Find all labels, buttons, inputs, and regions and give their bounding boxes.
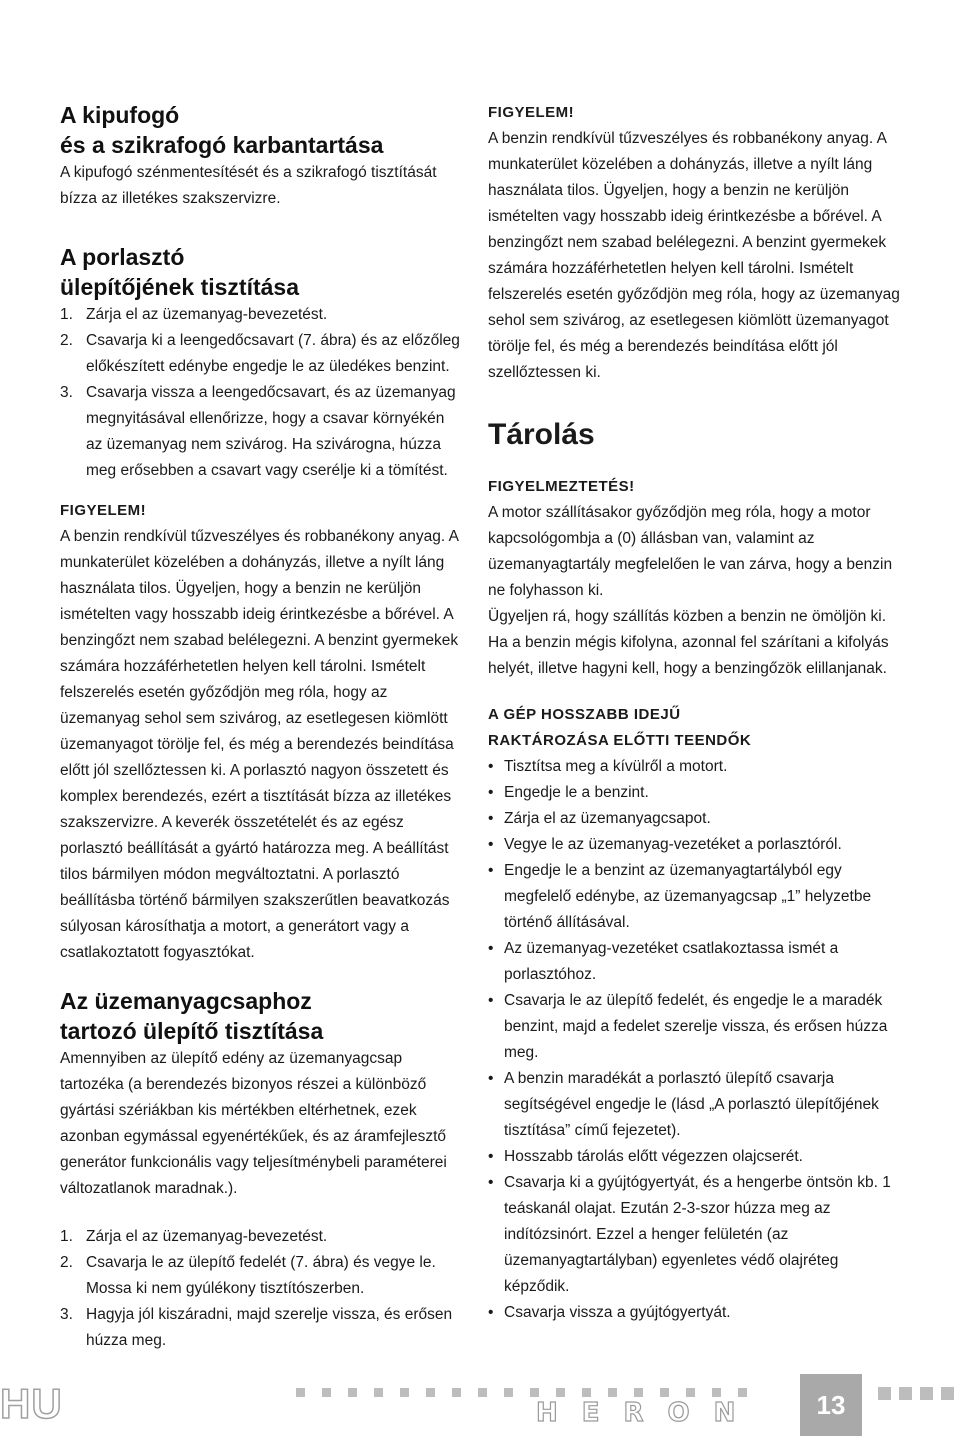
list-item: 1. Zárja el az üzemanyag-bevezetést. [60,1228,328,1245]
brand-logo: HERON [536,1398,760,1428]
caution-text: A motor szállításakor győződjön meg róla, hogy a motor kapcsológombja a (0) állásban van, valamint az üzemanyagtartály megfelelően le van zárva, hogy a benzin ne folyhasson ki. [488,504,893,599]
caution-text-2: Ügyeljen rá, hogy szállítás közben a benzin ne ömöljön ki. Ha a benzin mégis kifolyna, azonnal fel szárítani a kifolyás helyét, illetve hagyni kell, hogy a benzingőzök elillanjanak. [488,608,889,677]
section-title-fuel-cock: Az üzemanyagcsaphoz [60,988,312,1014]
list-item: • Csavarja vissza a gyújtógyertyát. [488,1304,731,1321]
warning-text: A benzin rendkívül tűzveszélyes és robbanékony anyag. A munkaterület közelében a dohányzás, illetve a nyílt láng használata tilos. Ügyeljen, hogy a benzin ne kerüljön ismételten vagy hosszabb ideig érintkezésbe a bőrével. A benzingőzt nem szabad belélegezni. A benzint gyermekek számára hozzáférhetetlen helyen kell tárolni. Ismételt felszerelés esetén győződjön meg róla, hogy az üzemanyag sehol sem szivárog, az esetlegesen kiömlött üzemanyagot törölje fel, és még a berendezés beindítása előtt jól szellőztessen ki. [488,130,900,381]
fuel-cock-steps [60,1224,460,1354]
warning-heading: FIGYELEM! [488,104,575,121]
section-title-carburetor: A porlasztó [60,244,185,270]
list-item: • Az üzemanyag-vezetéket csatlakoztassa ismét a porlasztóhoz. [488,940,839,983]
section-title-exhaust-line2: és a szikrafogó karbantartása [60,132,384,158]
warning-heading: FIGYELEM! [60,502,147,519]
long-storage-heading-line2: RAKTÁROZÁSA ELŐTTI TEENDŐK [488,732,752,749]
exhaust-text: A kipufogó szénmentesítését és a szikrafogó tisztítását bízza az illetékes szakszervizre. [60,164,437,207]
carburetor-steps [60,302,460,484]
list-item: 1. Zárja el az üzemanyag-bevezetést. [60,306,328,323]
language-code: HU [0,1380,63,1427]
list-item: • Csavarja ki a gyújtógyertyát, és a hengerbe öntsön kb. 1 teáskanál olajat. Ezután 2-3-szor húzza meg az indítózsinórt. Ezzel a henger felületén (az üzemanyagtartályban) egyenletes védő olajréteg képződik. [488,1174,891,1295]
section-title-storage: Tárolás [488,418,595,451]
list-item: • Zárja el az üzemanyagcsapot. [488,810,711,827]
list-item: • Hosszabb tárolás előtt végezzen olajcserét. [488,1148,803,1165]
caution-heading: FIGYELMEZTETÉS! [488,478,635,495]
warning-text: A benzin rendkívül tűzveszélyes és robbanékony anyag. A munkaterület közelében a dohányzás, illetve a nyílt láng használata tilos. Ügyeljen, hogy a benzin ne kerüljön ismételten vagy hosszabb ideig érintkezésbe a bőrével. A benzingőzt nem szabad belélegezni. A benzint gyermekek számára hozzáférhetetlen helyen kell tárolni. Ismételt felszerelés esetén győződjön meg róla, hogy az üzemanyag sehol sem szivárog, az esetlegesen kiömlött üzemanyagot törölje fel, és még a berendezés beindítása előtt jól szellőztessen ki. A porlasztó nagyon összetett és komplex berendezés, ezért a tisztítását bízza az illetékes szakszervizre. A keverék összetételét és az egész porlasztó beállítását a gyártó határozza meg. A beállítást tilos bármilyen módon megváltoztatni. A porlasztó beállításba történő bármilyen szakszerűtlen beavatkozás súlyosan károsíthatja a motort, a generátort vagy a csatlakoztatott fogyasztókat. [60,528,459,961]
page-number: 13 [800,1374,862,1436]
decorative-dots-right [878,1387,954,1400]
section-title-carburetor-line2: ülepítőjének tisztítása [60,274,300,300]
list-item: • Csavarja le az ülepítő fedelét, és engedje le a maradék benzint, majd a fedelet szerelje vissza, és erősen húzza meg. [488,992,888,1061]
decorative-dots-left [296,1388,747,1397]
list-item: 2. Csavarja ki a leengedőcsavart (7. ábra) és az előzőleg előkészített edénybe engedje le az üledékes benzint. [60,332,460,375]
list-item: • Vegye le az üzemanyag-vezetéket a porlasztóról. [488,836,842,853]
section-title-fuel-cock-line2: tartozó ülepítő tisztítása [60,1018,324,1044]
storage-steps [488,754,908,1326]
list-item: • Engedje le a benzint. [488,784,649,801]
list-item: • Engedje le a benzint az üzemanyagtartályból egy megfelelő edénybe, az üzemanyagcsap „1” helyzetbe történő állításával. [488,862,872,931]
list-item: 3. Csavarja vissza a leengedőcsavart, és az üzemanyag megnyitásával ellenőrizze, hogy a csavar környékén az üzemanyag nem szivárog. Ha szivárogna, húzza meg erősebben a csavart vagy cserélje ki a tömítést. [60,384,456,479]
list-item: 3. Hagyja jól kiszáradni, majd szerelje vissza, és erősen húzza meg. [60,1306,453,1349]
left-column [60,100,460,1354]
long-storage-heading: A GÉP HOSSZABB IDEJŰ [488,706,681,723]
section-title-exhaust: A kipufogó [60,102,180,128]
fuel-cock-text: Amennyiben az ülepítő edény az üzemanyagcsap tartozéka (a berendezés bizonyos részei a különböző gyártási szériákban kis mértékben eltérhetnek, ezek azonban egymással egyenértékűek, és az áramfejlesztő generátor funkcionális vagy teljesítménybeli paraméterei változatlanok maradnak.). [60,1050,447,1197]
right-column [488,100,908,1326]
list-item: • A benzin maradékát a porlasztó ülepítő csavarja segítségével engedje le (lásd „A porlasztó ülepítőjének tisztítása” című fejezetet). [488,1070,879,1139]
list-item: 2. Csavarja le az ülepítő fedelét (7. ábra) és vegye le. Mossa ki nem gyúlékony tisztítószerben. [60,1254,436,1297]
list-item: • Tisztítsa meg a kívülről a motort. [488,758,728,775]
